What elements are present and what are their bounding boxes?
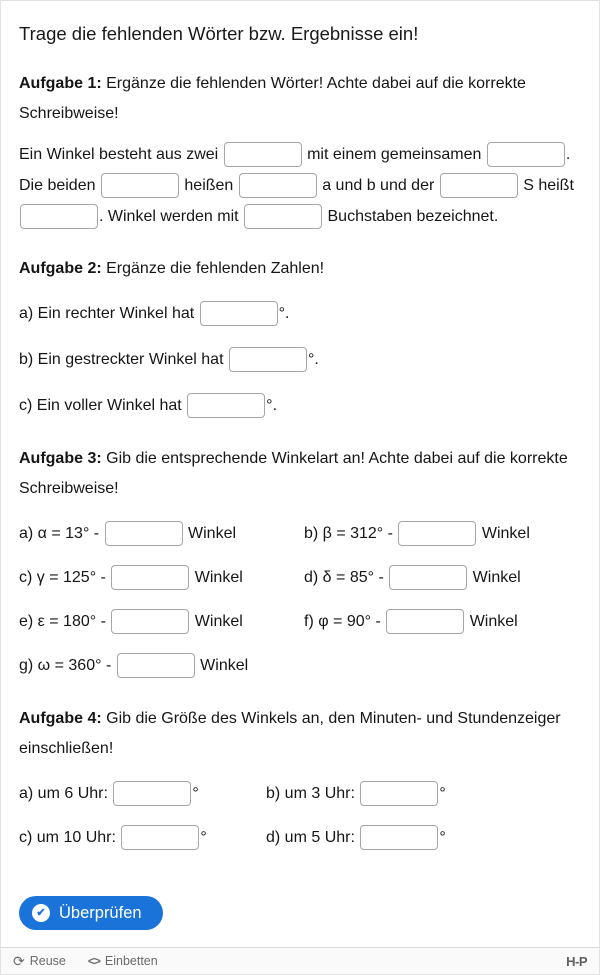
embed-code-icon: <> <box>87 954 100 968</box>
aufgabe2-row-a <box>19 298 581 330</box>
aufgabe3-cell-d <box>304 562 581 594</box>
aufgabe4-blank-a[interactable] <box>113 781 191 806</box>
aufgabe3-cell-c <box>19 562 304 594</box>
cell-text: c) um 10 Uhr: <box>19 829 121 846</box>
cloze-text: S heißt <box>518 177 574 194</box>
aufgabe4-label: Aufgabe 4: <box>19 710 102 727</box>
h5p-action-bar <box>1 947 599 974</box>
row-text: a) Ein rechter Winkel hat <box>19 305 199 322</box>
cell-text: c) γ = 125° - <box>19 569 111 586</box>
aufgabe1-blank-6[interactable] <box>20 204 98 229</box>
aufgabe3-grid <box>19 518 581 682</box>
h5p-logo[interactable]: H-P <box>566 953 587 969</box>
degree-suffix: °. <box>307 351 319 368</box>
aufgabe2-label: Aufgabe 2: <box>19 260 102 277</box>
aufgabe2-blank-b[interactable] <box>229 347 307 372</box>
cloze-text: mit einem gemeinsamen <box>302 146 486 163</box>
aufgabe4-cell-a <box>19 778 266 810</box>
degree-suffix: ° <box>439 829 446 846</box>
cloze-text: . Die beiden <box>19 146 571 194</box>
aufgabe3-blank-b[interactable] <box>398 521 476 546</box>
aufgabe2-row-c <box>19 390 581 422</box>
cell-text: d) δ = 85° - <box>304 569 389 586</box>
aufgabe3-blank-c[interactable] <box>111 565 189 590</box>
aufgabe1-blank-7[interactable] <box>244 204 322 229</box>
aufgabe2-row-b <box>19 344 581 376</box>
degree-suffix: °. <box>278 305 290 322</box>
cell-text: e) ε = 180° - <box>19 613 111 630</box>
cloze-text: a und b und der <box>317 177 439 194</box>
aufgabe1-blank-3[interactable] <box>101 173 179 198</box>
aufgabe2-blank-a[interactable] <box>200 301 278 326</box>
check-button-label: Überprüfen <box>59 903 142 922</box>
aufgabe3-blank-g[interactable] <box>117 653 195 678</box>
check-button-row <box>1 896 599 930</box>
cloze-text: heißen <box>179 177 238 194</box>
aufgabe3-cell-g <box>19 650 304 682</box>
cell-text: f) φ = 90° - <box>304 613 386 630</box>
aufgabe4-grid <box>19 778 581 854</box>
aufgabe4-blank-d[interactable] <box>360 825 438 850</box>
embed-label: Einbetten <box>104 954 158 968</box>
aufgabe4-cell-c <box>19 822 266 854</box>
check-circle-icon: ✔ <box>32 904 50 922</box>
aufgabe4-blank-c[interactable] <box>121 825 199 850</box>
cell-text: d) um 5 Uhr: <box>266 829 360 846</box>
degree-suffix: ° <box>192 785 199 802</box>
cloze-text: Ein Winkel besteht aus zwei <box>19 146 223 163</box>
aufgabe3-blank-d[interactable] <box>389 565 467 590</box>
aufgabe1-intro: Ergänze die fehlenden Wörter! Achte dabei auf die korrekte Schreibweise! <box>19 75 526 122</box>
aufgabe3-label: Aufgabe 3: <box>19 450 102 467</box>
cell-suffix: Winkel <box>468 569 521 586</box>
page-title: Trage die fehlenden Wörter bzw. Ergebnisse ein! <box>19 23 419 44</box>
aufgabe3-heading <box>19 444 581 504</box>
aufgabe4-intro: Gib die Größe des Winkels an, den Minuten- und Stundenzeiger einschließen! <box>19 710 561 757</box>
aufgabe4-cell-d <box>266 822 581 854</box>
aufgabe3-cell-b <box>304 518 581 550</box>
aufgabe4-heading <box>19 704 581 764</box>
cell-suffix: Winkel <box>190 613 243 630</box>
aufgabe2-intro: Ergänze die fehlenden Zahlen! <box>101 260 325 277</box>
degree-suffix: °. <box>266 397 278 414</box>
reuse-button[interactable] <box>13 954 66 968</box>
degree-suffix: ° <box>200 829 207 846</box>
cell-suffix: Winkel <box>465 613 518 630</box>
worksheet-content <box>1 1 599 884</box>
cloze-text: Buchstaben bezeichnet. <box>323 208 499 225</box>
aufgabe3-intro: Gib die entsprechende Winkelart an! Achte dabei auf die korrekte Schreibweise! <box>19 450 568 497</box>
cell-suffix: Winkel <box>190 569 243 586</box>
cell-text: a) α = 13° - <box>19 525 104 542</box>
aufgabe1-cloze <box>19 139 581 232</box>
aufgabe3-blank-f[interactable] <box>386 609 464 634</box>
aufgabe1-blank-4[interactable] <box>239 173 317 198</box>
cell-text: a) um 6 Uhr: <box>19 785 113 802</box>
cloze-text: . Winkel werden mit <box>99 208 244 225</box>
aufgabe3-cell-a <box>19 518 304 550</box>
embed-button[interactable] <box>88 954 158 968</box>
aufgabe3-cell-f <box>304 606 581 638</box>
cell-text: b) β = 312° - <box>304 525 398 542</box>
aufgabe1-blank-1[interactable] <box>224 142 302 167</box>
aufgabe3-cell-e <box>19 606 304 638</box>
aufgabe3-blank-a[interactable] <box>105 521 183 546</box>
aufgabe1-heading <box>19 69 581 129</box>
aufgabe2-heading <box>19 254 581 284</box>
aufgabe3-blank-e[interactable] <box>111 609 189 634</box>
row-text: b) Ein gestreckter Winkel hat <box>19 351 228 368</box>
aufgabe4-cell-b <box>266 778 581 810</box>
aufgabe1-label: Aufgabe 1: <box>19 75 102 92</box>
aufgabe2-blank-c[interactable] <box>187 393 265 418</box>
cell-text: g) ω = 360° - <box>19 657 116 674</box>
cell-suffix: Winkel <box>183 525 237 542</box>
aufgabe4-blank-b[interactable] <box>360 781 438 806</box>
reuse-label: Reuse <box>29 954 66 968</box>
degree-suffix: ° <box>439 785 446 802</box>
cell-text: b) um 3 Uhr: <box>266 785 360 802</box>
aufgabe1-blank-5[interactable] <box>440 173 518 198</box>
reuse-icon: ⟳ <box>13 953 25 969</box>
row-text: c) Ein voller Winkel hat <box>19 397 187 414</box>
aufgabe1-blank-2[interactable] <box>487 142 565 167</box>
cell-suffix: Winkel <box>195 657 249 674</box>
check-button[interactable] <box>19 896 163 930</box>
cell-suffix: Winkel <box>477 525 530 542</box>
